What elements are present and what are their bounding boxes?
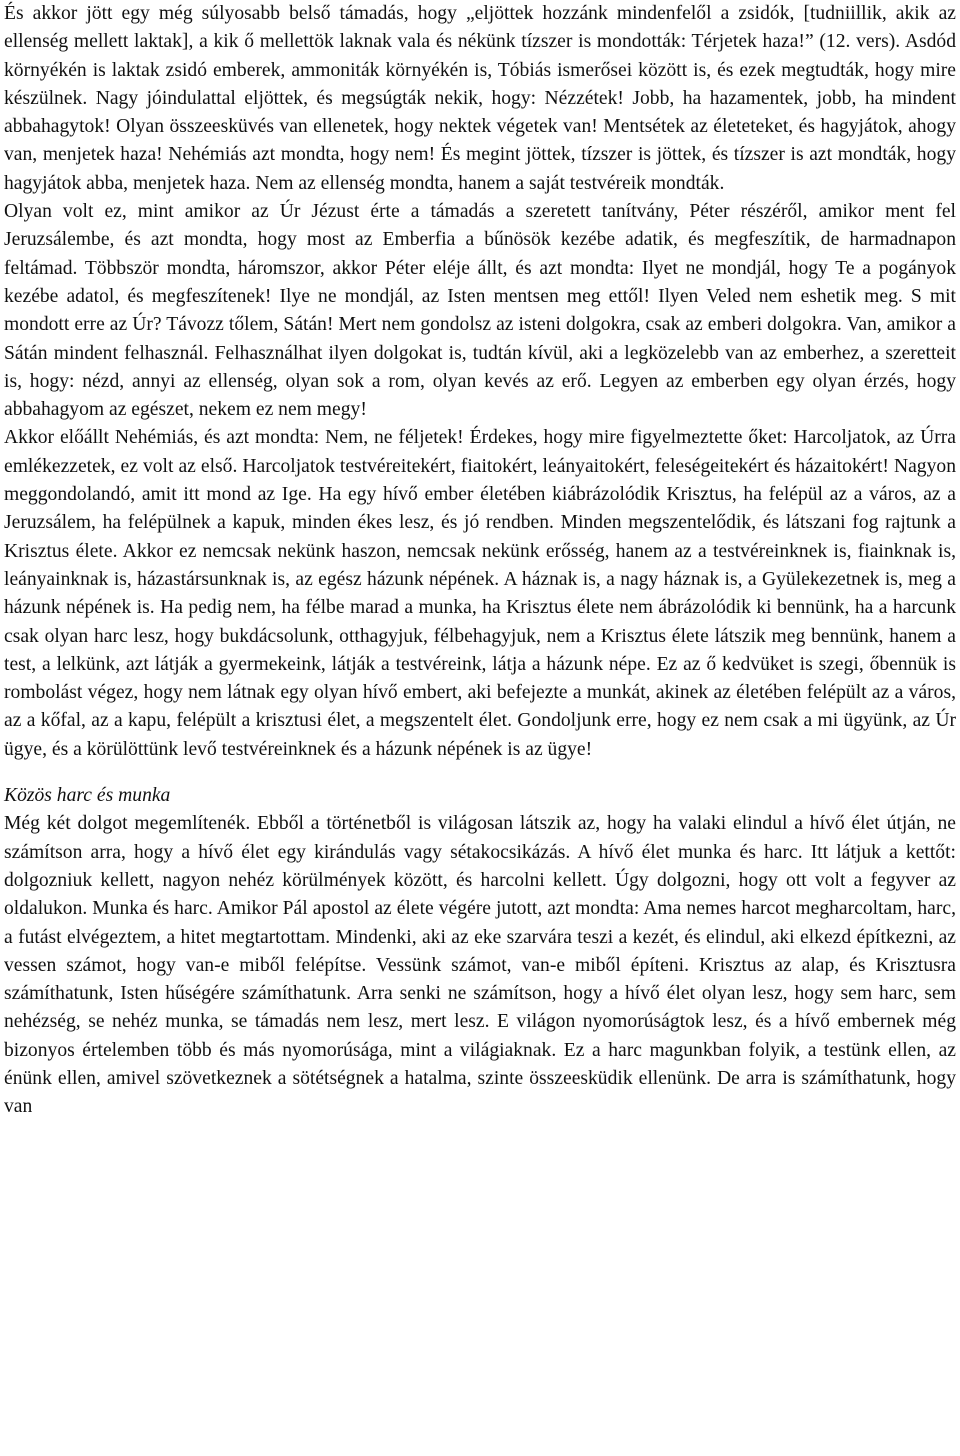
paragraph-4: Még két dolgot megemlítenék. Ebből a történetből is világosan látszik az, hogy ha valaki elindul a hívő élet útján, ne számítson arra, hogy a hívő élet egy kirándulás vagy sétakocsikázás. A hívő élet munka és harc. Itt látjuk a kettőt: dolgozniuk kellett, nagyon nehéz körülmények között, és harcolni kellett. Úgy dolgozni, hogy ott volt a fegyver az oldalukon. Munka és harc. Amikor Pál apostol az élete végére jutott, azt mondta: Ama nemes harcot megharcoltam, harc, a futást elvégeztem, a hitet megtartottam. Mindenki, aki az eke szarvára teszi a kezét, és elindul, aki elkezd építkezni, az vessen számot, hogy van-e miből felépítse. Vessünk számot, van-e miből építeni. Krisztus az alap, és Krisztusra számíthatunk, Isten hűségére számíthatunk. Arra senki ne számítson, hogy a hívő élet olyan lesz, hogy sem harc, sem nehézség, se nehéz munka, se támadás nem lesz, mert lesz. E világon nyomorúságtok lesz, és a hívő embernek még bizonyos értelemben több és más nyomorúsága, mint a világiaknak. Ez a harc magunkban folyik, a testünk ellen, az énünk ellen, amivel szövetkeznek a sötétségnek a hatalma, szinte összeesküdik ellenünk. De arra is számíthatunk, hogy van: [4, 813, 956, 1118]
section-heading: Közös harc és munka: [4, 785, 171, 807]
paragraph-2: Olyan volt ez, mint amikor az Úr Jézust érte a támadás a szeretett tanítvány, Péter részéről, amikor ment fel Jeruzsálembe, és azt mondta, hogy most az Emberfia a bűnösök kezébe adatik, és megfeszítik, de harmadnapon feltámad. Többször mondta, háromszor, akkor Péter eléje állt, és azt mondta: Ilyet ne mondjál, hogy Te a pogányok kezébe adatol, és megfeszítenek! Ilye ne mondjál, az Isten mentsen meg ettől! Ilyen Veled nem eshetik meg. S mit mondott erre az Úr? Távozz tőlem, Sátán! Mert nem gondolsz az isteni dolgokra, csak az emberi dolgokra. Van, amikor a Sátán mindent felhasznál. Felhasználhat ilyen dolgokat is, tudtán kívül, aki a legközelebb van az emberhez, a szeretteit is, hogy: nézd, annyi az ellenség, olyan sok a rom, olyan kevés az erő. Legyen az emberben egy olyan érzés, hogy abbahagyom az egészet, nekem ez nem megy!: [4, 201, 956, 421]
section-spacer: [4, 764, 956, 782]
paragraph-1: És akkor jött egy még súlyosabb belső támadás, hogy „eljöttek hozzánk mindenfelől a zsidók, [tudniillik, akik az ellenség mellett laktak], a kik ő mellettök laknak vala és nékünk tízszer is mondották: Térjetek haza!” (12. vers). Asdód környékén is laktak zsidó emberek, ammoniták környékén is, Tóbiás ismerősei között is, és ezek megtudták, hogy mire készülnek. Nagy jóindulattal eljöttek, és megsúgták nekik, hogy: Nézzétek! Jobb, ha hazamentek, jobb, ha mindent abbahagytok! Olyan összeesküvés van ellenetek, hogy nektek végetek van! Mentsétek az életeteket, és hagyjátok, ahogy van, menjetek haza! Nehémiás azt mondta, hogy nem! És megint jöttek, tízszer is jöttek, és tízszer is azt mondták, hogy hagyjátok abba, menjetek haza. Nem az ellenség mondta, hanem a saját testvéreik mondták.: [4, 3, 956, 194]
paragraph-3: Akkor előállt Nehémiás, és azt mondta: Nem, ne féljetek! Érdekes, hogy mire figyelmeztette őket: Harcoljatok, az Úrra emlékezzetek, ez volt az első. Harcoljatok testvéreitekért, fiaitokért, leányaitokért, feleségeitekért és házaitokért! Nagyon meggondolandó, amit itt mond az Ige. Ha egy hívő ember életében kiábrázolódik Krisztus, ha felépül az a város, az a Jeruzsálem, ha felépülnek a kapuk, minden ékes lesz, és jó rendben. Minden megszentelődik, és látszani fog rajtunk a Krisztus élete. Akkor ez nemcsak nekünk haszon, nemcsak nekünk erősség, hanem az a testvéreinknek is, fiainknak is, leányainknak is, házastársunknak is, az egész házunk népének. A háznak is, a nagy háznak is, a Gyülekezetnek is, meg a házunk népének is. Ha pedig nem, ha félbe marad a munka, ha Krisztus élete nem ábrázolódik ki bennünk, ha a harcunk csak olyan harc lesz, hogy bukdácsolunk, otthagyjuk, félbehagyjuk, nem a Krisztus élete látszik meg bennünk, hanem a test, a lelkünk, azt látják a gyermekeink, látják a testvéreink, látja a házunk népe. Ez az ő kedvüket is szegi, őbennük is rombolást végez, hogy nem látnak egy olyan hívő embert, aki befejezte a munkát, akinek az életében felépült az a város, az a kőfal, az a kapu, felépült a krisztusi élet, a megszentelt élet. Gondoljunk erre, hogy ez nem csak a mi ügyünk, az Úr ügye, és a körülöttünk levő testvéreinknek és a házunk népének is az ügye!: [4, 427, 956, 760]
document-page: [4, 0, 956, 1122]
